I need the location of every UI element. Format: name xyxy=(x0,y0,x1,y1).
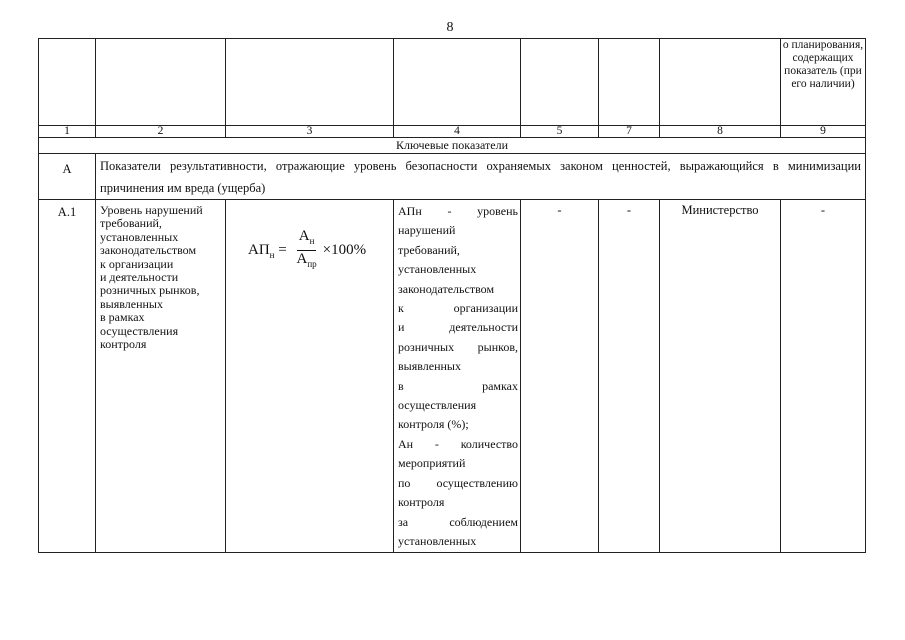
indicator-col9: - xyxy=(781,200,866,553)
indicator-description-line xyxy=(398,318,518,337)
description-word: за xyxy=(398,514,409,529)
indicator-name-line: в рамках xyxy=(100,310,145,325)
indicator-formula-cell xyxy=(226,200,394,553)
indicator-name xyxy=(96,200,226,553)
indicator-name-line: осуществления xyxy=(100,323,179,338)
group-a-row xyxy=(39,154,866,200)
header-row xyxy=(39,39,866,126)
indicator-description-line xyxy=(398,202,518,221)
indicator-description-line xyxy=(398,299,518,318)
indicator-description-line xyxy=(398,241,518,260)
column-number: 7 xyxy=(599,126,660,138)
column-number: 5 xyxy=(521,126,599,138)
description-word: розничных xyxy=(398,339,455,354)
indicator-description-line xyxy=(398,435,518,454)
description-word: соблюдением xyxy=(449,514,518,529)
formula-denominator: $А_{пр}$ xyxy=(296,251,317,269)
column-number: 8 xyxy=(660,126,781,138)
indicator-col5: - xyxy=(521,200,599,553)
indicator-name-line: Уровень нарушений xyxy=(100,203,203,217)
group-a-text: Показатели результативности, отражающие уровень безопасности охраняемых законом ценностей, выражающийся в минимизации причинения им вреда (ущерба) xyxy=(96,154,866,200)
indicator-description-line xyxy=(398,532,518,551)
section-row xyxy=(39,138,866,154)
indicator-description-line xyxy=(398,338,518,357)
formula-numerator: $А_н$ xyxy=(297,228,317,251)
formula-fraction xyxy=(294,228,318,273)
indicator-description-line xyxy=(398,415,518,434)
indicator-name-lines xyxy=(100,204,221,351)
indicator-description-line xyxy=(398,280,518,299)
header-cell-5 xyxy=(521,39,599,126)
indicator-description xyxy=(394,200,521,553)
header-cell-1 xyxy=(39,39,96,126)
description-word: деятельности xyxy=(449,320,518,335)
indicator-description-line xyxy=(398,493,518,512)
formula-equals: = xyxy=(274,242,291,258)
indicator-description-line xyxy=(398,260,518,279)
description-word: законодательством xyxy=(398,281,495,296)
indicator-description-lines xyxy=(398,202,518,551)
indicator-name-line: выявленных xyxy=(100,296,163,311)
description-word: по xyxy=(398,475,411,490)
description-word: и xyxy=(398,320,405,335)
description-word: требований, xyxy=(398,242,460,257)
indicator-description-line xyxy=(398,474,518,493)
description-word: выявленных xyxy=(398,359,461,374)
indicator-description-line xyxy=(398,377,518,396)
column-numbers-row xyxy=(39,126,866,138)
header-cell-3 xyxy=(226,39,394,126)
column-number: 2 xyxy=(96,126,226,138)
indicator-name-line: законодательством xyxy=(100,243,197,258)
header-cell-9: о планирования, содержащих показатель (при его наличии) xyxy=(781,39,866,126)
description-word: количество xyxy=(460,436,518,451)
indicator-formula xyxy=(248,228,366,273)
description-word: уровень xyxy=(477,204,518,218)
header-cell-4 xyxy=(394,39,521,126)
indicator-description-line xyxy=(398,513,518,532)
indicator-description-line xyxy=(398,454,518,473)
description-word: - xyxy=(434,436,439,451)
indicator-col7: - xyxy=(599,200,660,553)
description-word: установленных xyxy=(398,533,477,548)
header-cell-7 xyxy=(599,39,660,126)
indicator-description-line xyxy=(398,221,518,240)
indicator-name-line: розничных рынков, xyxy=(100,283,200,298)
indicator-description-line xyxy=(398,357,518,376)
indicator-description-line xyxy=(398,396,518,415)
description-word: мероприятий xyxy=(398,456,466,471)
column-number: 3 xyxy=(226,126,394,138)
indicator-responsible: Министерство xyxy=(660,200,781,553)
indicators-table xyxy=(38,38,866,553)
description-word: в xyxy=(398,378,404,393)
indicator-code: А.1 xyxy=(39,200,96,553)
section-title: Ключевые показатели xyxy=(39,138,866,154)
description-word: к xyxy=(398,301,404,316)
group-a-code: А xyxy=(39,154,96,200)
description-word: организации xyxy=(453,301,518,316)
description-word: контроля (%); xyxy=(398,417,469,432)
column-number: 4 xyxy=(394,126,521,138)
description-word: - xyxy=(447,204,452,218)
description-word: осуществлению xyxy=(436,475,518,490)
header-cell-2 xyxy=(96,39,226,126)
header-cell-8 xyxy=(660,39,781,126)
description-word: контроля xyxy=(398,495,445,510)
indicator-name-line: контроля xyxy=(100,337,147,352)
indicator-name-line: требований, xyxy=(100,216,162,231)
description-word: Ан xyxy=(398,436,414,451)
page-number: 8 xyxy=(446,20,454,35)
description-word: АПн xyxy=(398,204,422,218)
indicator-name-line: и деятельности xyxy=(100,270,179,285)
column-number: 9 xyxy=(781,126,866,138)
description-word: рамках xyxy=(482,378,518,393)
description-word: рынков, xyxy=(477,339,518,354)
indicator-name-line: установленных xyxy=(100,229,179,244)
indicator-row-a1 xyxy=(39,200,866,553)
description-word: установленных xyxy=(398,262,477,277)
formula-tail: ×100% xyxy=(322,242,367,258)
formula-lhs: $АП_н$ xyxy=(248,241,275,260)
description-word: осуществления xyxy=(398,398,477,413)
indicator-name-line: к организации xyxy=(100,256,174,271)
description-word: нарушений xyxy=(398,223,456,238)
column-number: 1 xyxy=(39,126,96,138)
